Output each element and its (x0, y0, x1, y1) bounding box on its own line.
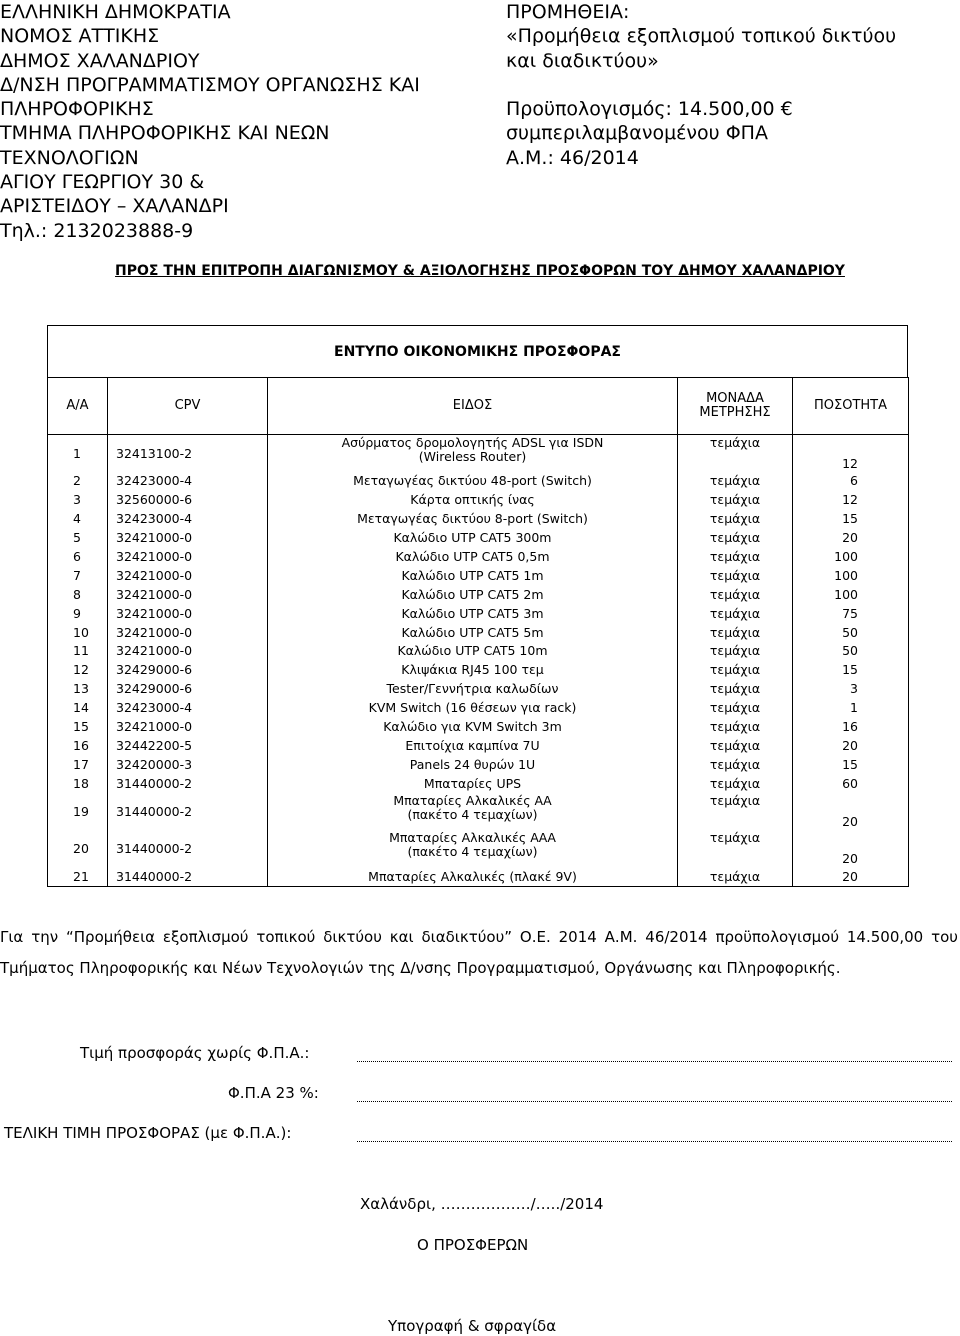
cell-no: 15 (48, 718, 108, 737)
cell-unit: τεμάχια (678, 642, 793, 661)
col-header-cpv: CPV (108, 378, 268, 435)
procurement-am: Α.Μ.: 46/2014 (506, 146, 639, 169)
col-header-item: ΕΙΔΟΣ (268, 378, 678, 435)
cell-no: 19 (48, 793, 108, 830)
cell-no: 9 (48, 604, 108, 623)
cell-qty: 50 (793, 642, 909, 661)
cell-cpv: 31440000-2 (108, 774, 268, 793)
cell-qty: 20 (793, 830, 909, 867)
cell-item-line1: Ασύρματος δρομολογητής ADSL για ISDN (341, 435, 604, 450)
issuer-line: ΝΟΜΟΣ ΑΤΤΙΚΗΣ (0, 25, 160, 48)
table-row (48, 736, 909, 755)
cell-item (268, 830, 678, 867)
offer-paragraph: Για την “Προμήθεια εξοπλισμού τοπικού δικτύου και διαδικτύου” Ο.Ε. 2014 Α.Μ. 46/2014 προϋπολογισμού 14.500,00 του Τμήματος Πληροφορικής και Νέων Τεχνολογιών της Δ/νσης Προγραμματισμού, Οργάνωσης και Πληροφορικής. (0, 928, 958, 977)
cell-no: 20 (48, 830, 108, 867)
cell-item-line2: (πακέτο 4 τεμαχίων) (407, 807, 538, 823)
issuer-line: Δ/ΝΣΗ ΠΡΟΓΡΑΜΜΑΤΙΣΜΟΥ ΟΡΓΑΝΩΣΗΣ ΚΑΙ (0, 73, 420, 96)
col-header-unit (678, 378, 793, 435)
cell-item (268, 435, 678, 473)
cell-unit: τεμάχια (678, 623, 793, 642)
procurement-title: ΠΡΟΜΗΘΕΙΑ: (506, 1, 630, 23)
table-row (48, 774, 909, 793)
table-row (48, 604, 909, 623)
place-date: Χαλάνδρι, ………………/…../2014 (360, 1195, 604, 1213)
cell-cpv: 32413100-2 (108, 435, 268, 473)
cell-qty: 20 (793, 793, 909, 830)
cell-cpv: 32421000-0 (108, 585, 268, 604)
table-row (48, 435, 909, 473)
issuer-line: ΑΡΙΣΤΕΙΔΟΥ – ΧΑΛΑΝΔΡΙ (0, 195, 229, 218)
procurement-block (506, 0, 956, 170)
cell-unit: τεμάχια (678, 718, 793, 737)
cell-cpv: 32421000-0 (108, 604, 268, 623)
cell-item (268, 793, 678, 830)
cell-no: 11 (48, 642, 108, 661)
vat-label: Φ.Π.Α 23 %: (228, 1084, 319, 1102)
cell-unit: τεμάχια (678, 830, 793, 867)
cell-cpv: 32421000-0 (108, 642, 268, 661)
cell-qty: 12 (793, 491, 909, 510)
form-title-text: ΕΝΤΥΠΟ ΟΙΚΟΝΟΜΙΚΗΣ ΠΡΟΣΦΟΡΑΣ (334, 343, 621, 360)
cell-qty: 100 (793, 548, 909, 567)
cell-unit: τεμάχια (678, 510, 793, 529)
cell-item: Κλιψάκια RJ45 100 τεμ (268, 661, 678, 680)
cell-item: Panels 24 θυρών 1U (268, 755, 678, 774)
cell-cpv: 32421000-0 (108, 548, 268, 567)
cell-unit: τεμάχια (678, 529, 793, 548)
table-row (48, 529, 909, 548)
cell-qty: 100 (793, 585, 909, 604)
cell-unit: τεμάχια (678, 680, 793, 699)
table-row (48, 510, 909, 529)
cell-qty: 15 (793, 755, 909, 774)
cell-item: Μπαταρίες UPS (268, 774, 678, 793)
cell-item: Καλώδιο UTP CAT5 10m (268, 642, 678, 661)
cell-cpv: 32429000-6 (108, 661, 268, 680)
cell-item-line2: (πακέτο 4 τεμαχίων) (407, 844, 538, 860)
table-row (48, 548, 909, 567)
cell-cpv: 32423000-4 (108, 699, 268, 718)
issuer-line: ΕΛΛΗΝΙΚΗ ΔΗΜΟΚΡΑΤΙΑ (0, 1, 231, 23)
table-row (48, 793, 909, 830)
cell-unit: τεμάχια (678, 491, 793, 510)
cell-qty: 3 (793, 680, 909, 699)
col-header-unit-line2: ΜΕΤΡΗΣΗΣ (699, 405, 771, 420)
cell-cpv: 31440000-2 (108, 793, 268, 830)
table-row (48, 642, 909, 661)
table-row (48, 699, 909, 718)
cell-cpv: 32421000-0 (108, 718, 268, 737)
issuer-line: ΑΓΙΟΥ ΓΕΩΡΓΙΟΥ 30 & (0, 171, 205, 194)
issuer-line: ΔΗΜΟΣ ΧΑΛΑΝΔΡΙΟΥ (0, 49, 200, 72)
procurement-vat-note: συμπεριλαμβανομένου ΦΠΑ (506, 122, 768, 145)
cell-no: 13 (48, 680, 108, 699)
procurement-budget: Προϋπολογισμός: 14.500,00 € (506, 98, 793, 121)
cell-qty: 20 (793, 867, 909, 886)
offer-table (47, 377, 909, 887)
cell-qty: 6 (793, 472, 909, 491)
cell-item: Καλώδιο UTP CAT5 1m (268, 566, 678, 585)
procurement-subject: «Προμήθεια εξοπλισμού τοπικού δικτύου (506, 25, 897, 48)
procurement-subject-cont: και διαδικτύου» (506, 49, 659, 72)
cell-unit: τεμάχια (678, 472, 793, 491)
table-row (48, 830, 909, 867)
cell-cpv: 32421000-0 (108, 566, 268, 585)
cell-unit: τεμάχια (678, 699, 793, 718)
table-header-row (48, 378, 909, 435)
cell-no: 10 (48, 623, 108, 642)
cell-qty: 20 (793, 529, 909, 548)
offer-table-body (48, 435, 909, 887)
cell-no: 3 (48, 491, 108, 510)
cell-no: 12 (48, 661, 108, 680)
cell-cpv: 32429000-6 (108, 680, 268, 699)
table-row (48, 566, 909, 585)
issuer-line: ΤΜΗΜΑ ΠΛΗΡΟΦΟΡΙΚΗΣ ΚΑΙ ΝΕΩΝ (0, 122, 330, 145)
cell-cpv: 32423000-4 (108, 472, 268, 491)
cell-unit: τεμάχια (678, 661, 793, 680)
signature-label: Υπογραφή & σφραγίδα (388, 1317, 557, 1335)
table-row (48, 718, 909, 737)
cell-no: 21 (48, 867, 108, 886)
cell-item: Καλώδιο για KVM Switch 3m (268, 718, 678, 737)
table-row (48, 472, 909, 491)
table-row (48, 755, 909, 774)
bidder-label: Ο ΠΡΟΣΦΕΡΩΝ (417, 1236, 529, 1254)
cell-unit: τεμάχια (678, 755, 793, 774)
vat-field[interactable] (357, 1101, 952, 1102)
table-row (48, 491, 909, 510)
col-header-unit-line1: ΜΟΝΑΔΑ (706, 391, 764, 406)
cell-cpv: 32420000-3 (108, 755, 268, 774)
total-price-field[interactable] (357, 1141, 952, 1142)
cell-no: 1 (48, 435, 108, 473)
cell-no: 2 (48, 472, 108, 491)
cell-no: 14 (48, 699, 108, 718)
cell-cpv: 32442200-5 (108, 736, 268, 755)
cell-item: Μεταγωγέας δικτύου 8-port (Switch) (268, 510, 678, 529)
cell-no: 4 (48, 510, 108, 529)
cell-qty: 100 (793, 566, 909, 585)
cell-unit: τεμάχια (678, 548, 793, 567)
cell-item: Καλώδιο UTP CAT5 300m (268, 529, 678, 548)
col-header-no: Α/Α (48, 378, 108, 435)
cell-item: Καλώδιο UTP CAT5 0,5m (268, 548, 678, 567)
cell-item-line2: (Wireless Router) (418, 449, 527, 464)
cell-item: Μπαταρίες Αλκαλικές (πλακέ 9V) (268, 867, 678, 886)
cell-item: Επιτοίχια καμπίνα 7U (268, 736, 678, 755)
issuer-block (0, 0, 500, 243)
table-row (48, 623, 909, 642)
cell-cpv: 31440000-2 (108, 830, 268, 867)
cell-qty: 12 (793, 435, 909, 473)
cell-unit: τεμάχια (678, 867, 793, 886)
table-row (48, 867, 909, 886)
cell-no: 8 (48, 585, 108, 604)
issuer-line: ΠΛΗΡΟΦΟΡΙΚΗΣ (0, 98, 154, 121)
cell-qty: 16 (793, 718, 909, 737)
cell-cpv: 32560000-6 (108, 491, 268, 510)
cell-qty: 15 (793, 510, 909, 529)
addressee-heading: ΠΡΟΣ ΤΗΝ ΕΠΙΤΡΟΠΗ ΔΙΑΓΩΝΙΣΜΟΥ & ΑΞΙΟΛΟΓΗΣΗΣ ΠΡΟΣΦΟΡΩΝ ΤΟΥ ΔΗΜΟΥ ΧΑΛΑΝΔΡΙΟΥ (115, 263, 845, 279)
cell-unit: τεμάχια (678, 793, 793, 830)
issuer-phone: Τηλ.: 2132023888-9 (0, 219, 194, 242)
cell-cpv: 32421000-0 (108, 623, 268, 642)
cell-unit: τεμάχια (678, 736, 793, 755)
cell-item: KVM Switch (16 θέσεων για rack) (268, 699, 678, 718)
cell-no: 5 (48, 529, 108, 548)
cell-no: 18 (48, 774, 108, 793)
cell-item-line1: Μπαταρίες Αλκαλικές ΑΑ (393, 793, 552, 809)
cell-unit: τεμάχια (678, 604, 793, 623)
cell-no: 17 (48, 755, 108, 774)
cell-item: Καλώδιο UTP CAT5 5m (268, 623, 678, 642)
cell-cpv: 32423000-4 (108, 510, 268, 529)
cell-cpv: 32421000-0 (108, 529, 268, 548)
cell-no: 16 (48, 736, 108, 755)
cell-qty: 1 (793, 699, 909, 718)
col-header-qty: ΠΟΣΟΤΗΤΑ (793, 378, 909, 435)
cell-qty: 20 (793, 736, 909, 755)
cell-unit: τεμάχια (678, 774, 793, 793)
net-price-field[interactable] (357, 1061, 952, 1062)
cell-item: Tester/Γεννήτρια καλωδίων (268, 680, 678, 699)
table-row (48, 680, 909, 699)
cell-cpv: 31440000-2 (108, 867, 268, 886)
cell-item: Καλώδιο UTP CAT5 3m (268, 604, 678, 623)
cell-no: 6 (48, 548, 108, 567)
cell-item: Καλώδιο UTP CAT5 2m (268, 585, 678, 604)
cell-qty: 60 (793, 774, 909, 793)
cell-unit: τεμάχια (678, 435, 793, 473)
cell-qty: 15 (793, 661, 909, 680)
cell-item: Κάρτα οπτικής ίνας (268, 491, 678, 510)
cell-unit: τεμάχια (678, 566, 793, 585)
total-price-label: ΤΕΛΙΚΗ ΤΙΜΗ ΠΡΟΣΦΟΡΑΣ (με Φ.Π.Α.): (4, 1124, 292, 1142)
net-price-label: Τιμή προσφοράς χωρίς Φ.Π.Α.: (80, 1044, 310, 1062)
cell-item-line1: Μπαταρίες Αλκαλικές ΑΑΑ (389, 830, 556, 846)
issuer-line: ΤΕΧΝΟΛΟΓΙΩΝ (0, 146, 139, 169)
form-title (47, 325, 908, 378)
cell-unit: τεμάχια (678, 585, 793, 604)
cell-qty: 75 (793, 604, 909, 623)
cell-qty: 50 (793, 623, 909, 642)
table-row (48, 661, 909, 680)
table-row (48, 585, 909, 604)
cell-no: 7 (48, 566, 108, 585)
cell-item: Μεταγωγέας δικτύου 48-port (Switch) (268, 472, 678, 491)
